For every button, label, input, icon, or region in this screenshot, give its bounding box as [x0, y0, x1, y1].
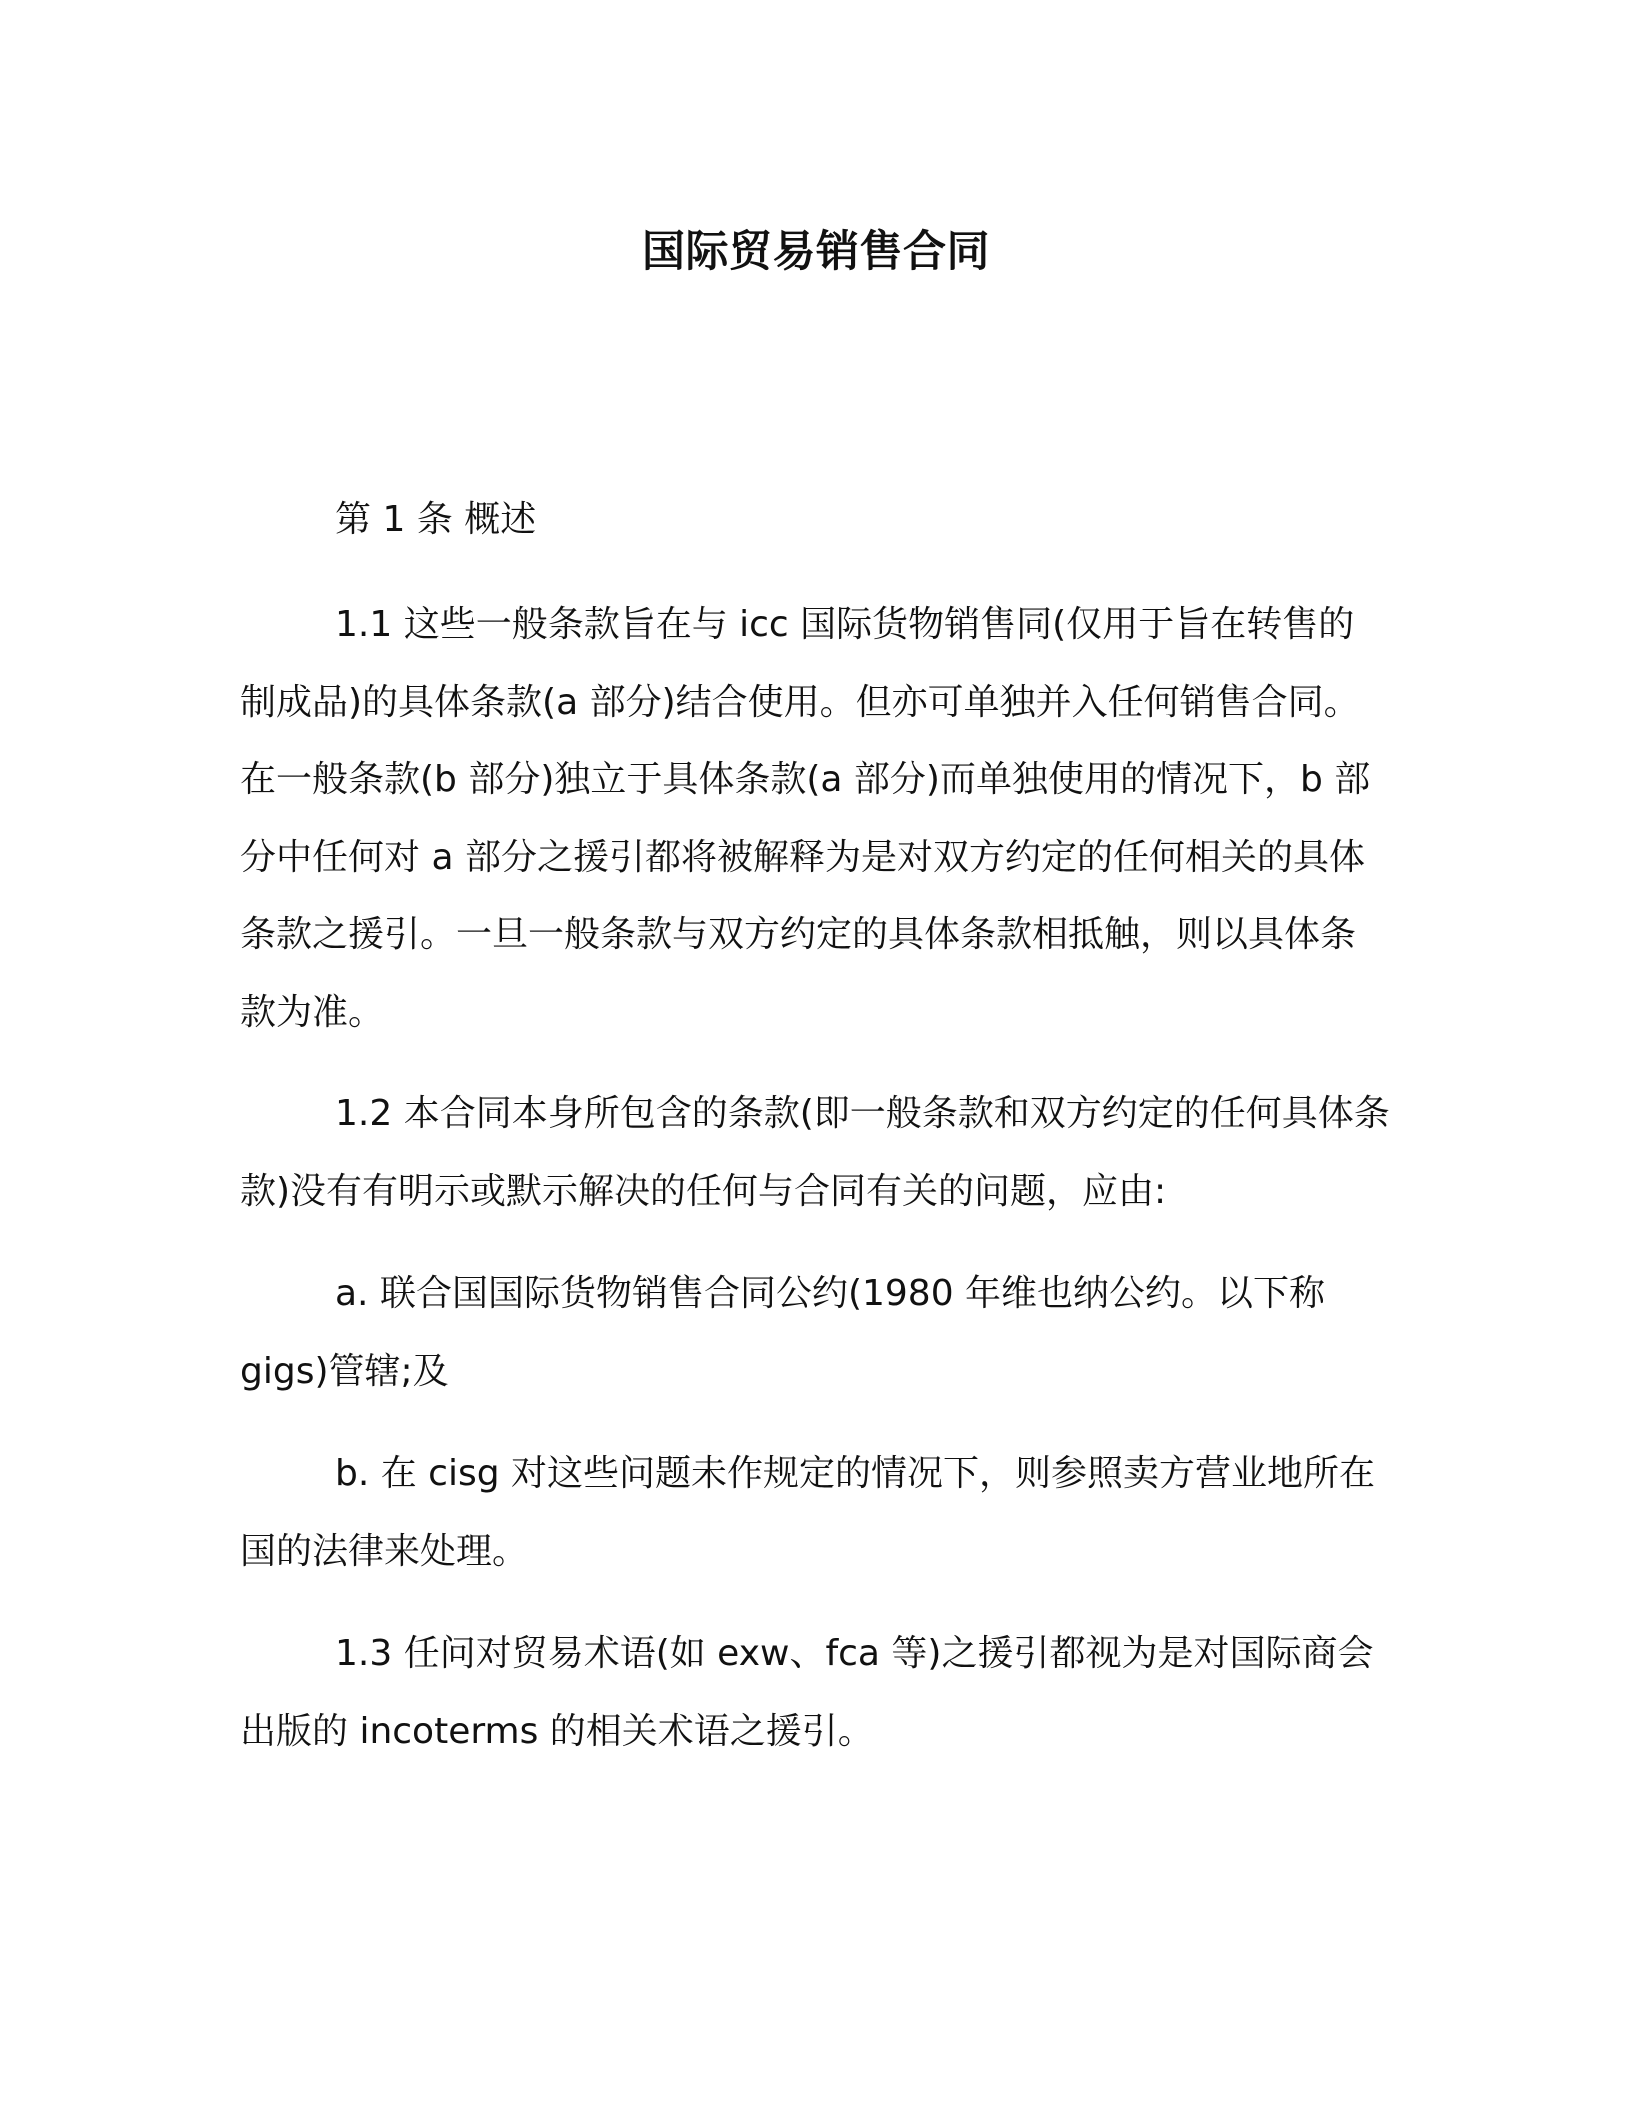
clause-1-3-paragraph: 1.3 任问对贸易术语(如 exw、fca 等)之援引都视为是对国际商会出版的 incoterms 的相关术语之援引。 — [240, 1633, 1374, 1752]
clause-1-2-item-b: b. 在 cisg 对这些问题未作规定的情况下，则参照卖方营业地所在国的法律来处理。 — [240, 1453, 1376, 1572]
clause-1-2-paragraph: 1.2 本合同本身所包含的条款(即一般条款和双方约定的任何具体条款)没有有明示或默示解决的任何与合同有关的问题，应由: — [240, 1093, 1390, 1212]
article-heading: 第 1 条 概述 — [335, 499, 537, 540]
clause-1-1-paragraph: 1.1 这些一般条款旨在与 icc 国际货物销售同(仅用于旨在转售的制成品)的具体条款(a 部分)结合使用。但亦可单独并入任何销售合同。在一般条款(b 部分)独立于具体条款(a 部分)而单独使用的情况下，b 部分中任何对 a 部分之援引都将被解释为是对双方约定的任何相关的具体条款之援引。一旦一般条款与双方约定的具体条款相抵触，则以具体条款为准。 — [240, 604, 1371, 1033]
clause-1-2-item-a: a. 联合国国际货物销售合同公约(1980 年维也纳公约。以下称 gigs)管辖;及 — [240, 1273, 1326, 1392]
document-title: 国际贸易销售合同 — [642, 227, 990, 277]
